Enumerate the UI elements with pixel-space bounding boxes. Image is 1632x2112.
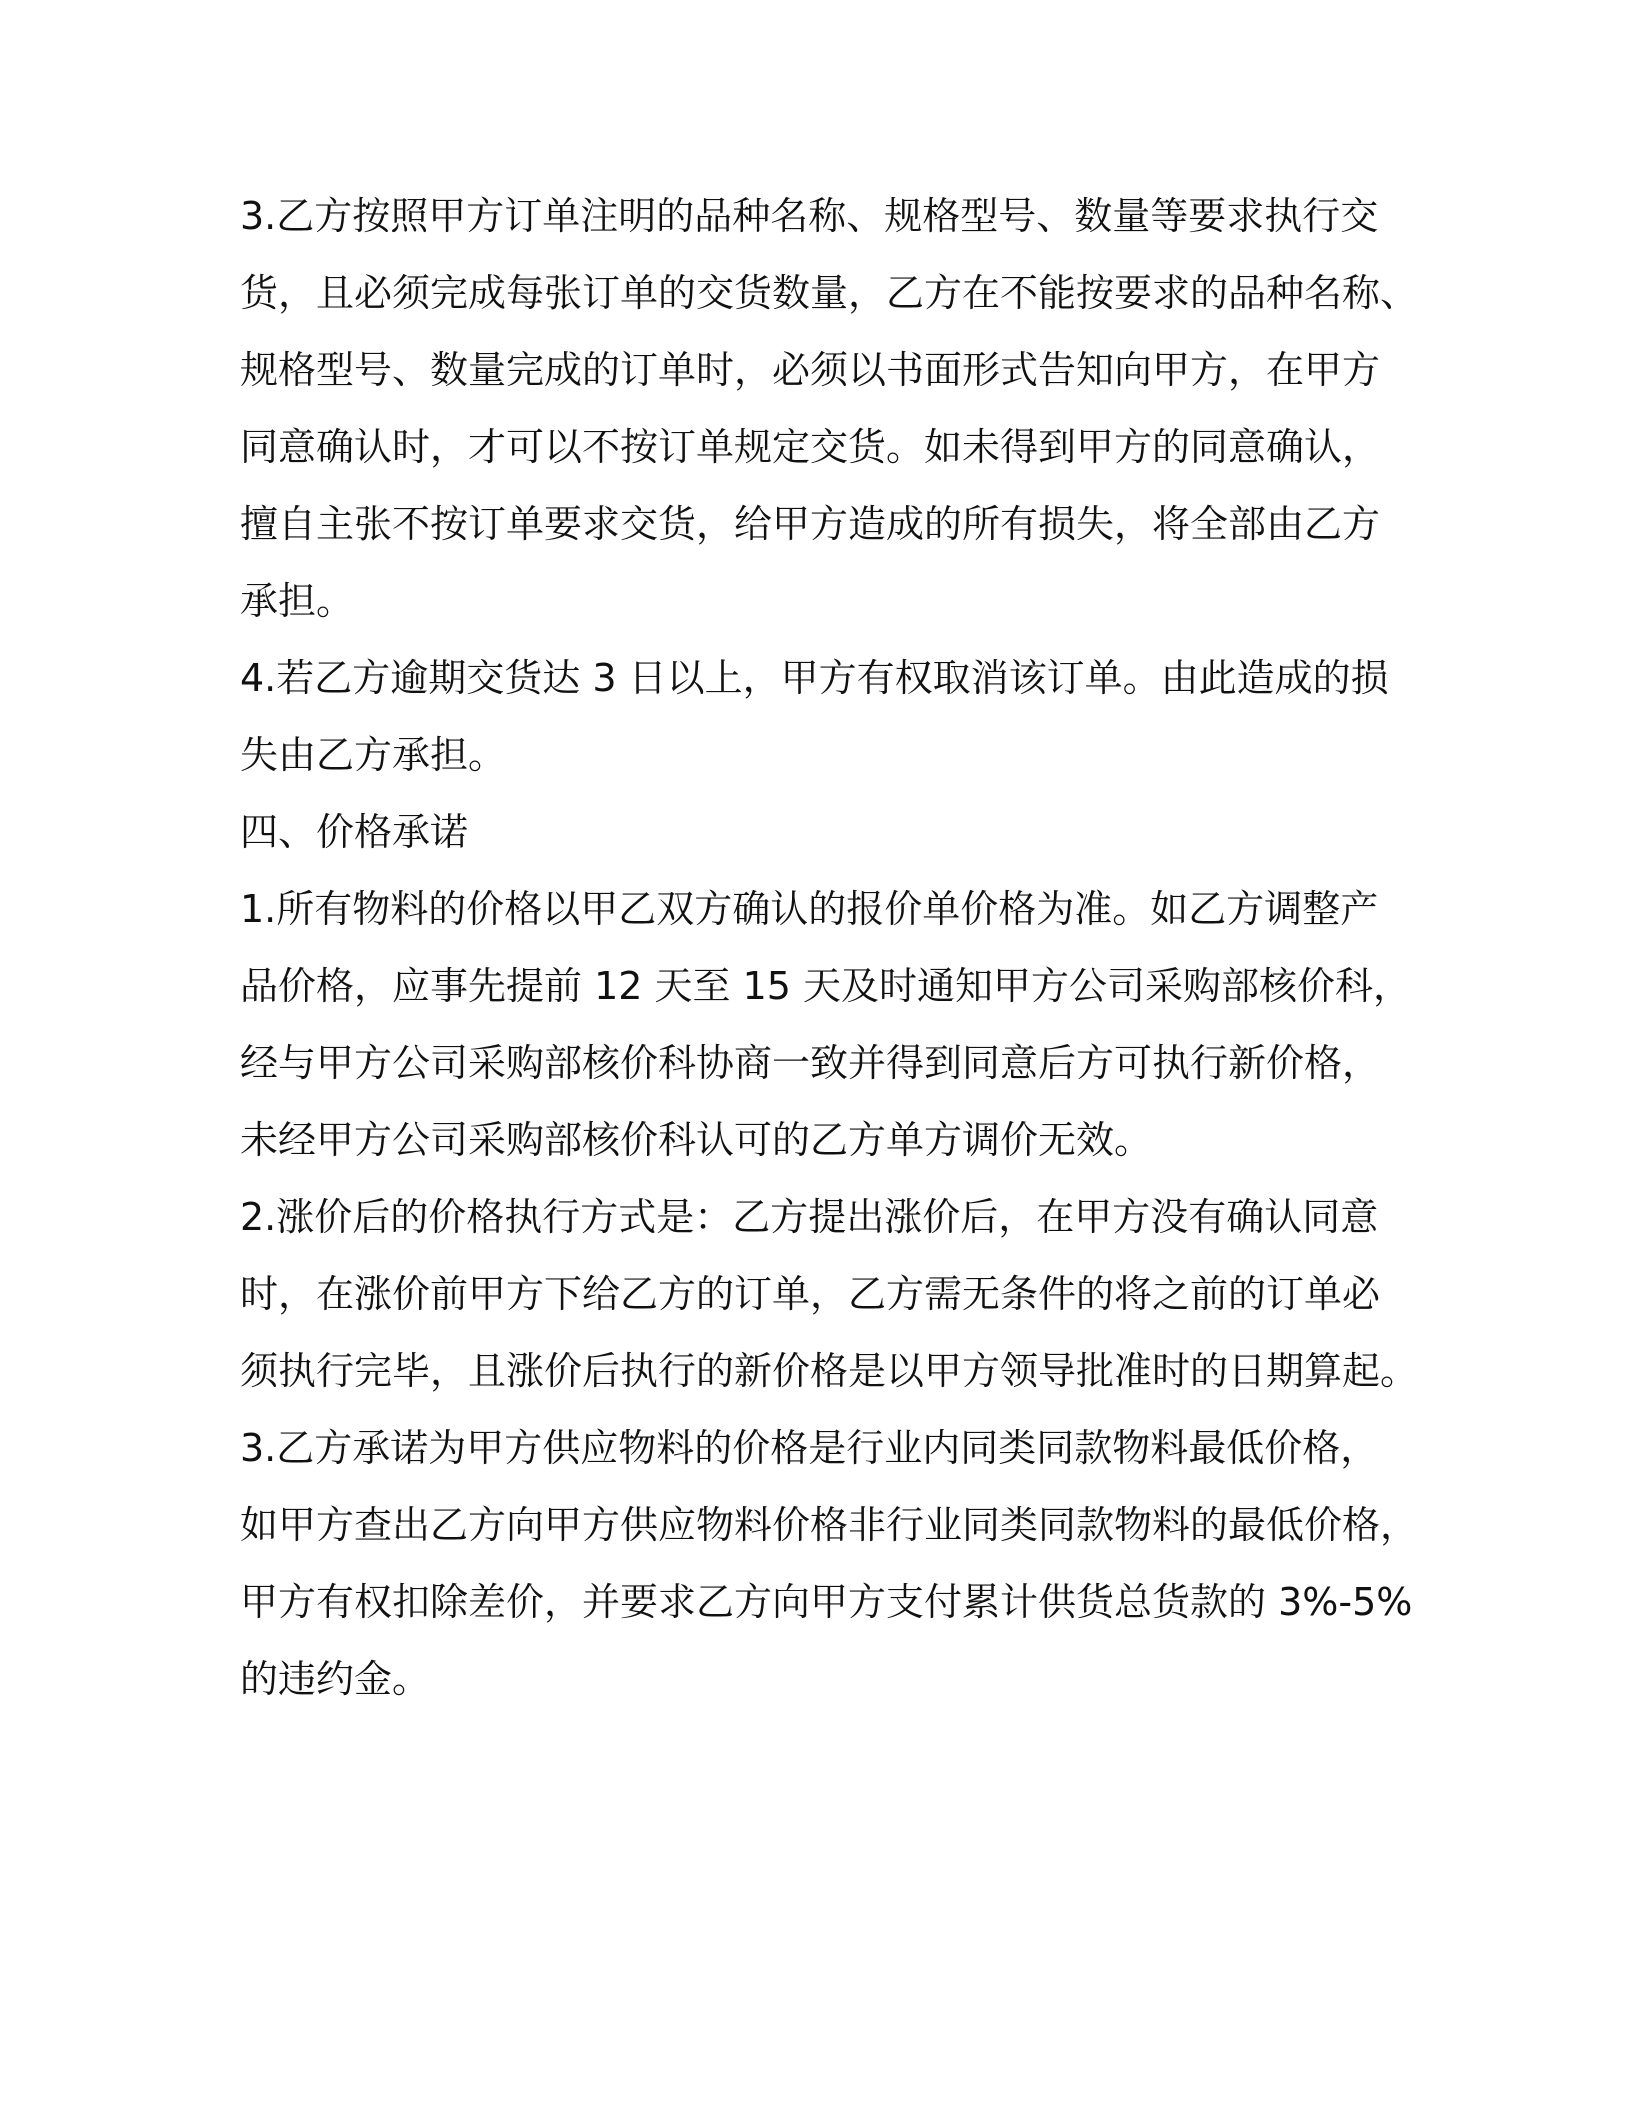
text-line: 货，且必须完成每张订单的交货数量，乙方在不能按要求的品种名称、 [240, 271, 1419, 315]
text-line: 4.若乙方逾期交货达 3 日以上，甲方有权取消该订单。由此造成的损 [240, 656, 1389, 700]
text-line: 3.乙方承诺为甲方供应物料的价格是行业内同类同款物料最低价格， [240, 1426, 1379, 1470]
text-line: 失由乙方承担。 [240, 733, 507, 777]
text-line: 规格型号、数量完成的订单时，必须以书面形式告知向甲方，在甲方 [240, 348, 1381, 392]
text-line: 承担。 [240, 579, 355, 623]
text-line: 擅自主张不按订单要求交货，给甲方造成的所有损失，将全部由乙方 [240, 502, 1381, 546]
text-line: 甲方有权扣除差价，并要求乙方向甲方支付累计供货总货款的 3%-5% [240, 1580, 1413, 1624]
text-line: 同意确认时，才可以不按订单规定交货。如未得到甲方的同意确认， [240, 425, 1381, 469]
text-line: 如甲方查出乙方向甲方供应物料价格非行业同类同款物料的最低价格， [240, 1503, 1419, 1547]
text-line: 的违约金。 [240, 1657, 431, 1701]
text-line: 2.涨价后的价格执行方式是：乙方提出涨价后，在甲方没有确认同意 [240, 1195, 1379, 1239]
text-line: 经与甲方公司采购部核价科协商一致并得到同意后方可执行新价格， [240, 1041, 1381, 1085]
text-line: 品价格，应事先提前 12 天至 15 天及时通知甲方公司采购部核价科， [240, 964, 1412, 1008]
text-line: 须执行完毕，且涨价后执行的新价格是以甲方领导批准时的日期算起。 [240, 1349, 1419, 1393]
text-line: 未经甲方公司采购部核价科认可的乙方单方调价无效。 [240, 1118, 1153, 1162]
text-line: 1.所有物料的价格以甲乙双方确认的报价单价格为准。如乙方调整产 [240, 887, 1379, 931]
text-line: 时，在涨价前甲方下给乙方的订单，乙方需无条件的将之前的订单必 [240, 1272, 1381, 1316]
text-line: 3.乙方按照甲方订单注明的品种名称、规格型号、数量等要求执行交 [240, 194, 1379, 238]
section-heading: 四、价格承诺 [240, 810, 469, 854]
